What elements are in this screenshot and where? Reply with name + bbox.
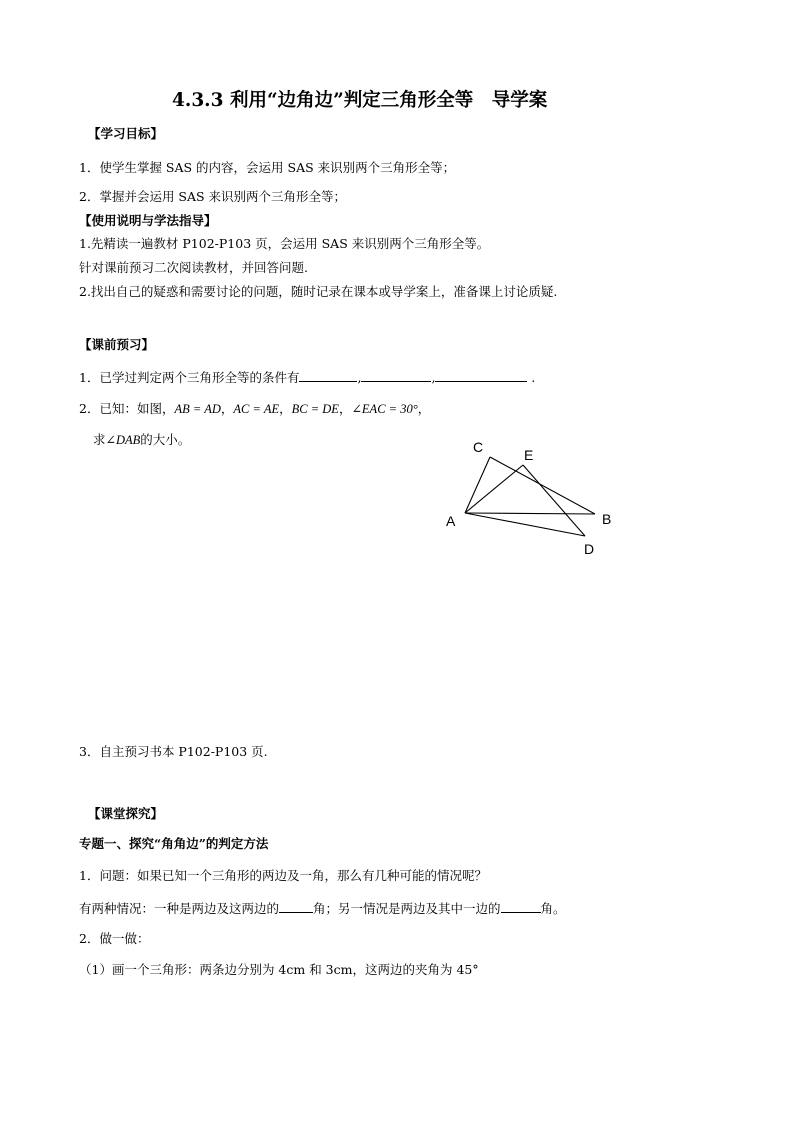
preview-q3: 3．自主预习书本 P102-P103 页. <box>79 744 268 759</box>
ask-suffix: 的大小。 <box>140 432 191 447</box>
explore-q2-item-1: （1）画一个三角形：两条边分别为 4cm 和 3cm，这两边的夹角为 45° <box>79 962 479 977</box>
label-d: D <box>584 541 595 557</box>
answer-blank-5[interactable] <box>501 899 541 913</box>
explore-q1-answer <box>79 899 566 917</box>
preview-q1-text: 1．已学过判定两个三角形全等的条件有 <box>79 370 300 385</box>
label-e: E <box>524 447 534 463</box>
preview-q1 <box>79 368 535 386</box>
answer-text-3: 角。 <box>540 901 566 916</box>
answer-text-1: 有两种情况：一种是两边及这两边的 <box>79 901 280 916</box>
segment-ad <box>465 513 585 536</box>
condition-ac-ae: AC = AE <box>233 402 280 416</box>
preview-q1-sep-1: , <box>357 370 362 385</box>
ask-angle: ∠DAB <box>105 433 141 447</box>
page-title: 4.3.3 利用“边角边”判定三角形全等 导学案 <box>172 90 548 111</box>
guide-item-3: 2.找出自己的疑惑和需要讨论的问题，随时记录在课本或导学案上，准备课上讨论质疑. <box>79 284 558 299</box>
guide-item-2: 针对课前预习二次阅读教材，并回答问题. <box>79 260 308 275</box>
cond-sep-3: ， <box>338 401 352 416</box>
explore-heading: 【课堂探究】 <box>88 806 164 821</box>
guide-heading: 【使用说明与学法指导】 <box>79 213 217 228</box>
label-c: C <box>473 439 484 455</box>
preview-q2 <box>79 399 430 417</box>
topic-1-heading: 专题一、探究“角角边”的判定方法 <box>79 836 269 851</box>
label-a: A <box>446 513 456 529</box>
answer-blank-4[interactable] <box>279 899 313 913</box>
ask-prefix: 求 <box>93 432 106 447</box>
explore-q1: 1．问题：如果已知一个三角形的两边及一角，那么有几种可能的情况呢？ <box>79 868 487 883</box>
segment-ac <box>465 457 490 513</box>
preview-q2-ask <box>93 430 190 448</box>
goal-item-2: 2．掌握并会运用 SAS 来识别两个三角形全等； <box>79 189 347 204</box>
cond-sep-1: ， <box>220 401 234 416</box>
goal-item-1: 1．使学生掌握 SAS 的内容，会运用 SAS 来识别两个三角形全等； <box>79 160 456 175</box>
preview-q1-sep-2: , <box>431 370 436 385</box>
answer-text-2: 角；另一情况是两边及其中一边的 <box>313 901 501 916</box>
guide-item-1: 1.先精读一遍教材 P102-P103 页，会运用 SAS 来识别两个三角形全等。 <box>79 236 490 251</box>
segment-cb <box>490 457 595 514</box>
segment-ab <box>465 513 595 514</box>
preview-heading: 【课前预习】 <box>79 337 155 352</box>
answer-blank-3[interactable] <box>435 368 527 382</box>
triangle-figure <box>430 430 630 560</box>
condition-bc-de: BC = DE <box>291 402 339 416</box>
condition-angle-eac: ∠EAC = 30° <box>351 402 418 416</box>
explore-q2: 2．做一做： <box>79 931 150 946</box>
cond-sep-4: ， <box>417 401 431 416</box>
goals-heading: 【学习目标】 <box>88 126 164 141</box>
preview-q2-prefix: 2．已知：如图， <box>79 401 175 416</box>
answer-blank-2[interactable] <box>361 368 431 382</box>
answer-blank-1[interactable] <box>299 368 357 382</box>
segment-ae <box>465 465 523 513</box>
label-b: B <box>602 511 612 527</box>
condition-ab-ad: AB = AD <box>174 402 221 416</box>
preview-q1-end: . <box>531 370 536 385</box>
cond-sep-2: ， <box>279 401 292 416</box>
